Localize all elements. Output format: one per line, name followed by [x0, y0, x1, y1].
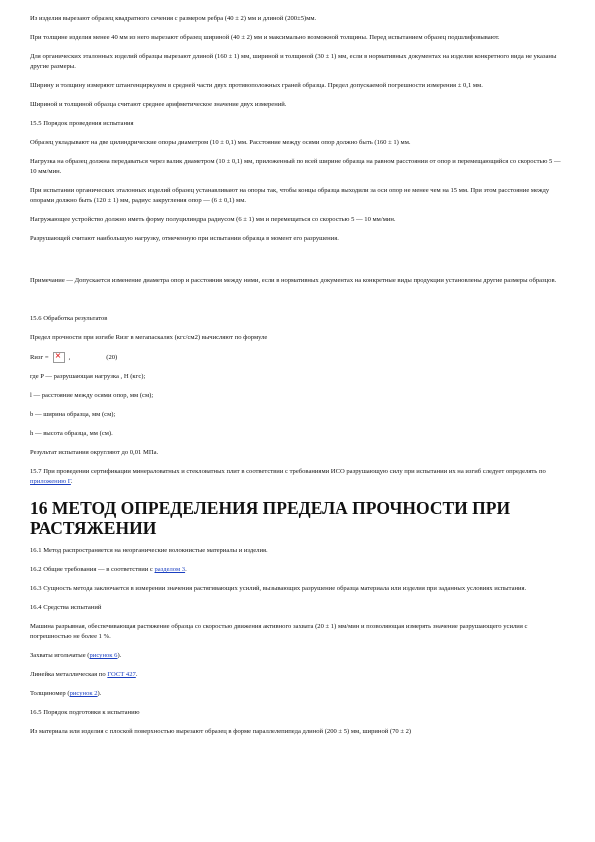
section-3-link[interactable]: разделом 3: [154, 566, 186, 573]
paragraph-end: .: [185, 566, 187, 573]
where-line: l — расстояние между осями опор, мм (см);: [30, 392, 154, 399]
formula: [30, 352, 565, 363]
paragraph-text: Захваты игольчатые (: [30, 652, 90, 659]
subsection-heading: 16.4 Средства испытаний: [30, 604, 102, 611]
formula-number: (20): [106, 353, 118, 361]
paragraph: Предел прочности при изгибе Rизг в мегапаскалях (кгс/см2) вычисляют по формуле: [30, 334, 268, 341]
gost-427-link[interactable]: ГОСТ 427: [107, 671, 136, 678]
section-heading: 16 МЕТОД ОПРЕДЕЛЕНИЯ ПРЕДЕЛА ПРОЧНОСТИ ПРИ РАСТЯЖЕНИИ: [30, 498, 511, 538]
subsection-heading: 15.5 Порядок проведения испытания: [30, 120, 134, 127]
paragraph: Образец укладывают на две цилиндрические опоры диаметром (10 ± 0,1) мм. Расстояние между осями опор должно быть (160 ± 1) мм.: [30, 139, 411, 146]
paragraph: Машина разрывная, обеспечивающая растяжение образца со скоростью движения активного захвата (20 ± 1) мм/мин и позволяющая измерять значение разрушающего усилия с погрешностью не более 1 %.: [30, 623, 528, 640]
where-line: где P — разрушающая нагрузка , Н (кгс);: [30, 373, 146, 380]
paragraph-end: ).: [97, 690, 102, 697]
paragraph-text: 15.7 При проведении сертификации минераловатных и стекловатных плит в соответствии с требованиями ИСО разрушающую силу при испытании их на изгиб следует определять по: [30, 468, 546, 475]
paragraph: Нагружающее устройство должно иметь форму полуцилиндра радиусом (6 ± 1) мм и перемещаться со скоростью 5 — 10 мм/мин.: [30, 216, 396, 223]
paragraph: Результат испытания округляют до 0,01 МПа.: [30, 449, 159, 456]
where-line: b — ширина образца, мм (см);: [30, 411, 116, 418]
note-paragraph: Примечание — Допускается изменение диаметра опор и расстояния между ними, если в нормативных документах на конкретные виды продукции установлены другие размеры образцов.: [30, 277, 557, 284]
paragraph: 16.3 Сущность метода заключается в измерении значения растягивающих усилий, вызывающих разрушение образца материала или изделия при заданных условиях испытания.: [30, 585, 527, 592]
broken-image-icon: [53, 352, 65, 363]
paragraph: Разрушающей считают наибольшую нагрузку, отмеченную при испытании образца в момент его разрушения.: [30, 235, 339, 242]
paragraph: Шириной и толщиной образца считают среднее арифметическое значение двух измерений.: [30, 101, 287, 108]
paragraph-end: .: [135, 671, 138, 678]
paragraph: При испытании органических эталонных изделий образец устанавливают на опоры так, чтобы концы образца выходили за оси опор не менее чем на 15 мм. При этом расстояние между опорами должно быть (120 ± 1) мм, радиус закругления опор — (6 ± 0,1) мм.: [30, 187, 550, 204]
paragraph: Для органических эталонных изделий образцы вырезают длиной (160 ± 1) мм, шириной и толщиной (30 ± 1) мм, если в нормативных документах на изделия конкретного вида не указаны другие размеры.: [30, 53, 557, 70]
formula-comma: ,: [68, 353, 71, 361]
figure-6-link[interactable]: рисунок 6: [89, 652, 118, 659]
paragraph-end: ).: [117, 652, 122, 659]
subsection-heading: 15.6 Обработка результатов: [30, 315, 108, 322]
formula-label: Rизг =: [30, 353, 49, 361]
subsection-heading: 16.5 Порядок подготовки к испытанию: [30, 709, 140, 716]
paragraph: [30, 467, 565, 487]
appendix-g-link[interactable]: приложению Г: [30, 478, 71, 485]
paragraph-end: .: [70, 478, 73, 485]
where-line: h — высота образца, мм (см).: [30, 430, 113, 437]
paragraph: Из материала или изделия с плоской поверхностью вырезают образец в форме параллелепипеда длиной (200 ± 5) мм, шириной (70 ± 2): [30, 728, 412, 735]
paragraph-text: Толщиномер (: [30, 690, 70, 697]
paragraph: [30, 651, 565, 661]
paragraph: [30, 689, 565, 699]
figure-2-link[interactable]: рисунок 2: [69, 690, 98, 697]
paragraph: [30, 565, 565, 575]
paragraph: При толщине изделия менее 40 мм из него вырезают образец шириной (40 ± 2) мм и максимально возможной толщины. Перед испытанием образец подшлифовывают.: [30, 34, 500, 41]
paragraph: Нагрузка на образец должна передаваться через валик диаметром (10 ± 0,1) мм, приложенный по всей ширине образца на равном расстоянии от опор и перемещающийся со скоростью 5 — 10 мм/мин.: [30, 158, 561, 175]
paragraph-text: 16.2 Общие требования — в соответствии с: [30, 566, 155, 573]
paragraph: Ширину и толщину измеряют штангенциркулем в средней части двух противоположных граней образца. Предел допускаемой погрешности измерения ± 0,1 мм.: [30, 82, 483, 89]
document-page: [30, 14, 565, 737]
paragraph: Из изделия вырезают образец квадратного сечения с размером ребра (40 ± 2) мм и длиной (200±5)мм.: [30, 15, 317, 22]
paragraph: 16.1 Метод распространяется на неорганические волокнистые материалы и изделия.: [30, 547, 268, 554]
paragraph-text: Линейка металлическая по: [30, 671, 108, 678]
paragraph: [30, 670, 565, 680]
